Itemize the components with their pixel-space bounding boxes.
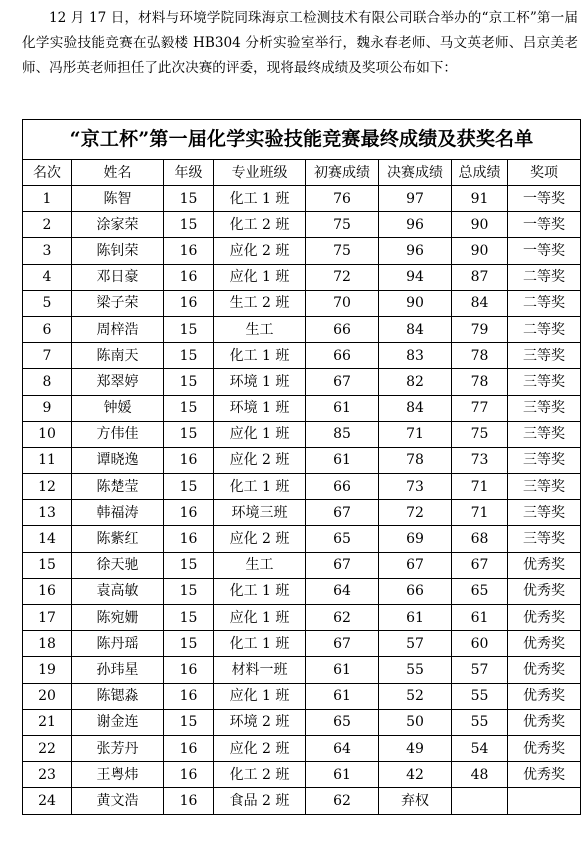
cell-award [508, 788, 581, 814]
cell-award: 优秀奖 [508, 657, 581, 683]
cell-name: 韩福涛 [72, 500, 164, 526]
header-award: 奖项 [508, 160, 581, 186]
cell-name: 陈楚莹 [72, 474, 164, 500]
cell-total-score: 84 [452, 290, 508, 316]
cell-final-score: 42 [379, 762, 452, 788]
cell-prelim-score: 67 [306, 631, 379, 657]
header-prelim-score: 初赛成绩 [306, 160, 379, 186]
cell-total-score: 91 [452, 186, 508, 212]
cell-rank: 1 [23, 186, 72, 212]
cell-grade: 16 [164, 788, 214, 814]
cell-final-score: 94 [379, 264, 452, 290]
cell-prelim-score: 66 [306, 343, 379, 369]
table-row [23, 212, 581, 238]
cell-class: 生工 2 班 [214, 290, 306, 316]
cell-rank: 22 [23, 735, 72, 761]
table-row [23, 290, 581, 316]
cell-award: 优秀奖 [508, 631, 581, 657]
cell-total-score: 61 [452, 605, 508, 631]
cell-name: 陈宛姗 [72, 605, 164, 631]
cell-total-score: 67 [452, 552, 508, 578]
cell-grade: 15 [164, 343, 214, 369]
cell-award: 三等奖 [508, 395, 581, 421]
cell-rank: 7 [23, 343, 72, 369]
cell-name: 张芳丹 [72, 735, 164, 761]
cell-prelim-score: 75 [306, 238, 379, 264]
cell-rank: 21 [23, 709, 72, 735]
cell-award: 三等奖 [508, 447, 581, 473]
cell-final-score: 82 [379, 369, 452, 395]
table-row [23, 369, 581, 395]
cell-prelim-score: 62 [306, 605, 379, 631]
cell-grade: 15 [164, 421, 214, 447]
cell-award: 三等奖 [508, 369, 581, 395]
cell-name: 邓日豪 [72, 264, 164, 290]
cell-name: 王粤炜 [72, 762, 164, 788]
cell-class: 环境 2 班 [214, 709, 306, 735]
header-name: 姓名 [72, 160, 164, 186]
cell-final-score: 84 [379, 316, 452, 342]
table-row [23, 421, 581, 447]
cell-award: 优秀奖 [508, 578, 581, 604]
cell-grade: 16 [164, 264, 214, 290]
cell-total-score: 57 [452, 657, 508, 683]
cell-name: 钟媛 [72, 395, 164, 421]
cell-award: 优秀奖 [508, 735, 581, 761]
cell-rank: 4 [23, 264, 72, 290]
cell-class: 应化 1 班 [214, 421, 306, 447]
cell-class: 食品 2 班 [214, 788, 306, 814]
cell-name: 黄文浩 [72, 788, 164, 814]
cell-class: 应化 1 班 [214, 264, 306, 290]
cell-grade: 16 [164, 500, 214, 526]
table-row [23, 735, 581, 761]
cell-grade: 15 [164, 578, 214, 604]
cell-name: 孙玮星 [72, 657, 164, 683]
cell-grade: 16 [164, 683, 214, 709]
header-grade: 年级 [164, 160, 214, 186]
cell-prelim-score: 61 [306, 762, 379, 788]
cell-final-score: 72 [379, 500, 452, 526]
cell-grade: 16 [164, 735, 214, 761]
cell-grade: 15 [164, 369, 214, 395]
cell-name: 谭晓逸 [72, 447, 164, 473]
cell-class: 化工 2 班 [214, 762, 306, 788]
cell-final-score: 55 [379, 657, 452, 683]
cell-class: 材料一班 [214, 657, 306, 683]
table-title: “京工杯”第一届化学实验技能竞赛最终成绩及获奖名单 [22, 119, 581, 159]
table-row [23, 552, 581, 578]
cell-total-score: 87 [452, 264, 508, 290]
table-row [23, 709, 581, 735]
cell-final-score: 73 [379, 474, 452, 500]
cell-grade: 15 [164, 552, 214, 578]
header-total-score: 总成绩 [452, 160, 508, 186]
cell-award: 二等奖 [508, 290, 581, 316]
cell-grade: 15 [164, 212, 214, 238]
cell-total-score: 71 [452, 500, 508, 526]
cell-rank: 5 [23, 290, 72, 316]
cell-award: 一等奖 [508, 212, 581, 238]
cell-rank: 12 [23, 474, 72, 500]
table-row [23, 657, 581, 683]
cell-prelim-score: 61 [306, 657, 379, 683]
table-row [23, 683, 581, 709]
cell-name: 梁子荣 [72, 290, 164, 316]
cell-grade: 15 [164, 474, 214, 500]
cell-total-score: 65 [452, 578, 508, 604]
cell-class: 化工 1 班 [214, 474, 306, 500]
cell-final-score: 78 [379, 447, 452, 473]
cell-final-score: 67 [379, 552, 452, 578]
cell-name: 周梓浩 [72, 316, 164, 342]
cell-rank: 11 [23, 447, 72, 473]
cell-total-score: 68 [452, 526, 508, 552]
cell-grade: 15 [164, 186, 214, 212]
intro-text: 12 月 17 日，材料与环境学院同珠海京工检测技术有限公司联合举办的“京工杯”第一届化学实验技能竞赛在弘毅楼 HB304 分析实验室举行，魏永春老师、马文英老师、吕京美老师、冯彤英老师担任了此次决赛的评委，现将最终成绩及奖项公布如下： [22, 10, 578, 76]
cell-rank: 13 [23, 500, 72, 526]
cell-award: 一等奖 [508, 186, 581, 212]
cell-prelim-score: 65 [306, 526, 379, 552]
table-row [23, 474, 581, 500]
table-row [23, 762, 581, 788]
cell-total-score: 73 [452, 447, 508, 473]
intro-paragraph [22, 6, 578, 81]
table-row [23, 447, 581, 473]
table-row [23, 788, 581, 814]
cell-rank: 9 [23, 395, 72, 421]
cell-grade: 16 [164, 290, 214, 316]
cell-prelim-score: 75 [306, 212, 379, 238]
table-row [23, 395, 581, 421]
cell-grade: 16 [164, 762, 214, 788]
cell-rank: 23 [23, 762, 72, 788]
cell-class: 应化 2 班 [214, 447, 306, 473]
cell-prelim-score: 62 [306, 788, 379, 814]
cell-class: 生工 [214, 552, 306, 578]
cell-final-score: 90 [379, 290, 452, 316]
cell-rank: 18 [23, 631, 72, 657]
cell-prelim-score: 65 [306, 709, 379, 735]
cell-total-score: 78 [452, 343, 508, 369]
cell-rank: 15 [23, 552, 72, 578]
cell-total-score: 78 [452, 369, 508, 395]
cell-name: 徐天驰 [72, 552, 164, 578]
cell-total-score: 90 [452, 212, 508, 238]
cell-award: 三等奖 [508, 421, 581, 447]
cell-name: 陈钊荣 [72, 238, 164, 264]
cell-grade: 16 [164, 657, 214, 683]
cell-final-score: 69 [379, 526, 452, 552]
cell-rank: 14 [23, 526, 72, 552]
cell-award: 二等奖 [508, 316, 581, 342]
cell-grade: 16 [164, 238, 214, 264]
cell-award: 三等奖 [508, 343, 581, 369]
header-rank: 名次 [23, 160, 72, 186]
cell-rank: 19 [23, 657, 72, 683]
cell-grade: 16 [164, 447, 214, 473]
cell-name: 陈智 [72, 186, 164, 212]
cell-total-score: 55 [452, 683, 508, 709]
cell-total-score: 71 [452, 474, 508, 500]
cell-total-score: 90 [452, 238, 508, 264]
cell-class: 化工 1 班 [214, 578, 306, 604]
cell-final-score: 61 [379, 605, 452, 631]
cell-prelim-score: 76 [306, 186, 379, 212]
header-final-score: 决赛成绩 [379, 160, 452, 186]
cell-prelim-score: 64 [306, 735, 379, 761]
cell-rank: 10 [23, 421, 72, 447]
cell-total-score: 48 [452, 762, 508, 788]
cell-rank: 3 [23, 238, 72, 264]
cell-total-score: 55 [452, 709, 508, 735]
cell-total-score: 54 [452, 735, 508, 761]
cell-name: 郑翠婷 [72, 369, 164, 395]
results-table [22, 119, 581, 815]
cell-rank: 6 [23, 316, 72, 342]
cell-grade: 15 [164, 395, 214, 421]
cell-prelim-score: 66 [306, 474, 379, 500]
cell-prelim-score: 64 [306, 578, 379, 604]
cell-class: 环境 1 班 [214, 395, 306, 421]
cell-name: 谢金连 [72, 709, 164, 735]
cell-final-score: 57 [379, 631, 452, 657]
cell-prelim-score: 61 [306, 395, 379, 421]
cell-final-score: 52 [379, 683, 452, 709]
cell-total-score: 75 [452, 421, 508, 447]
table-row [23, 186, 581, 212]
cell-final-score: 71 [379, 421, 452, 447]
cell-award: 二等奖 [508, 264, 581, 290]
table-header-row [23, 160, 581, 186]
cell-final-score: 66 [379, 578, 452, 604]
cell-final-score: 弃权 [379, 788, 452, 814]
cell-name: 方伟佳 [72, 421, 164, 447]
cell-prelim-score: 61 [306, 683, 379, 709]
cell-grade: 15 [164, 316, 214, 342]
cell-rank: 17 [23, 605, 72, 631]
cell-prelim-score: 66 [306, 316, 379, 342]
cell-total-score: 77 [452, 395, 508, 421]
cell-class: 环境三班 [214, 500, 306, 526]
cell-grade: 16 [164, 526, 214, 552]
cell-prelim-score: 67 [306, 552, 379, 578]
table-row [23, 526, 581, 552]
cell-class: 化工 1 班 [214, 186, 306, 212]
table-row [23, 578, 581, 604]
cell-award: 一等奖 [508, 238, 581, 264]
cell-prelim-score: 67 [306, 369, 379, 395]
cell-award: 优秀奖 [508, 552, 581, 578]
cell-prelim-score: 72 [306, 264, 379, 290]
cell-prelim-score: 85 [306, 421, 379, 447]
cell-grade: 15 [164, 605, 214, 631]
cell-class: 应化 2 班 [214, 238, 306, 264]
cell-rank: 16 [23, 578, 72, 604]
cell-prelim-score: 70 [306, 290, 379, 316]
cell-final-score: 97 [379, 186, 452, 212]
cell-grade: 15 [164, 631, 214, 657]
cell-final-score: 84 [379, 395, 452, 421]
table-body [23, 186, 581, 815]
cell-final-score: 96 [379, 212, 452, 238]
cell-final-score: 83 [379, 343, 452, 369]
cell-final-score: 50 [379, 709, 452, 735]
cell-class: 生工 [214, 316, 306, 342]
cell-name: 陈丹瑶 [72, 631, 164, 657]
cell-final-score: 49 [379, 735, 452, 761]
cell-award: 优秀奖 [508, 683, 581, 709]
table-row [23, 316, 581, 342]
cell-prelim-score: 61 [306, 447, 379, 473]
cell-class: 化工 1 班 [214, 343, 306, 369]
table-row [23, 605, 581, 631]
cell-total-score: 60 [452, 631, 508, 657]
cell-total-score: 79 [452, 316, 508, 342]
cell-rank: 2 [23, 212, 72, 238]
cell-name: 涂家荣 [72, 212, 164, 238]
cell-class: 化工 1 班 [214, 631, 306, 657]
table-row [23, 238, 581, 264]
cell-award: 三等奖 [508, 526, 581, 552]
table-row [23, 264, 581, 290]
cell-total-score [452, 788, 508, 814]
cell-award: 三等奖 [508, 500, 581, 526]
cell-award: 三等奖 [508, 474, 581, 500]
cell-award: 优秀奖 [508, 605, 581, 631]
cell-rank: 8 [23, 369, 72, 395]
cell-class: 化工 2 班 [214, 212, 306, 238]
cell-name: 陈南天 [72, 343, 164, 369]
cell-rank: 20 [23, 683, 72, 709]
cell-rank: 24 [23, 788, 72, 814]
table-row [23, 500, 581, 526]
cell-grade: 15 [164, 709, 214, 735]
table-row [23, 631, 581, 657]
cell-class: 应化 2 班 [214, 526, 306, 552]
cell-final-score: 96 [379, 238, 452, 264]
table-row [23, 343, 581, 369]
cell-award: 优秀奖 [508, 709, 581, 735]
cell-award: 优秀奖 [508, 762, 581, 788]
header-class: 专业班级 [214, 160, 306, 186]
cell-name: 陈紫红 [72, 526, 164, 552]
cell-class: 应化 2 班 [214, 735, 306, 761]
cell-class: 应化 1 班 [214, 605, 306, 631]
cell-class: 应化 1 班 [214, 683, 306, 709]
cell-class: 环境 1 班 [214, 369, 306, 395]
cell-name: 陈锶淼 [72, 683, 164, 709]
cell-prelim-score: 67 [306, 500, 379, 526]
cell-name: 袁高敏 [72, 578, 164, 604]
